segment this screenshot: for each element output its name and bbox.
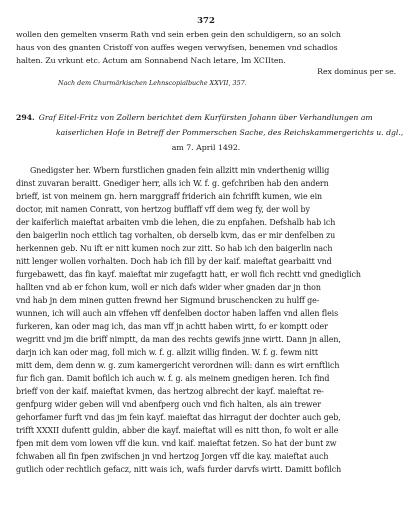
body-line: Gnedigster her. Wbern furstlichen gnaden fein allzitt min vnderthenig willig bbox=[30, 166, 330, 175]
heading-line: kaiserlichen Hofe in Betreff der Pommerschen Sache, des Reichskammergerichts u. dgl., bbox=[56, 128, 404, 137]
document-number: 294. bbox=[16, 113, 35, 122]
body-line: brieff von der kaif. maieftat kvmen, das hertzog albrecht der kayf. maieftat re- bbox=[16, 387, 324, 396]
body-line: darjn ich kan oder mag, foll mich w. f. g. allzit willig finden. W. f. g. fewm nitt bbox=[16, 348, 318, 357]
body-line: herkennen geb. Nu ift er nitt kumen noch zur zitt. So hab ich den baigerlin nach bbox=[16, 244, 333, 253]
text-line: wollen den gemelten vnserm Rath vnd sein erben gein den schuldigern, so an solch bbox=[16, 30, 341, 39]
body-line: genfpurg wider geben will vnd abenfperg ouch vnd fich halten, als ain trewer bbox=[16, 400, 321, 409]
text-line: haus von des gnanten Cristoff von auffes wegen verwyfsen, benemen vnd schadlos bbox=[16, 43, 338, 52]
body-line: den baigerlin noch ettlich tag vorhalten, ob derselb kvm, das er mir denfelben zu bbox=[16, 231, 336, 240]
source-note: Nach dem Churmärkischen Lehnscopialbuche XXVII, 357. bbox=[58, 79, 247, 87]
document-heading bbox=[16, 113, 400, 123]
body-line: fur fich gan. Damit bofilch ich auch w. f. g. als meinem gnedigen heren. Ich find bbox=[16, 374, 330, 383]
body-line: trifft XXXII dufentt guldin, abber die kayf. maieftat will es nitt thon, fo wolt er alle bbox=[16, 426, 339, 435]
page-number: 372 bbox=[197, 16, 215, 26]
body-line: vnd hab jn dem minen gutten frewnd her Sigmund bruschencken zu hulff ge- bbox=[16, 296, 320, 305]
body-line: hallten vnd ab er fchon kum, woll er nich dafs wider wher gnaden dar jn thon bbox=[16, 283, 321, 292]
body-line: nitt lenger wollen vorhalten. Doch hab ich fill by der kaif. maieftat gearbaitt vnd bbox=[16, 257, 332, 266]
signature: Rex dominus per se. bbox=[317, 67, 396, 76]
body-line: doctor, mit namen Conratt, von hertzog bufflaff vff dem weg fy, der woll by bbox=[16, 205, 310, 214]
body-line: der kaiferlich maieftat arbaiten vmb die lehen, die zu enpfahen. Defshalb hab ich bbox=[16, 218, 336, 227]
document-date: am 7. April 1492. bbox=[171, 143, 241, 152]
body-line: fchwaben all fin fpen zwifschen jn vnd hertzog Jorgen vff die kay. maieftat auch bbox=[16, 452, 329, 461]
body-line: furgebawett, das fin kayf. maieftat mir zugefagtt hatt, er woll fich rechtt vnd gnediglich bbox=[16, 270, 361, 279]
body-line: furkeren, kan oder mag ich, das man vff jn achtt haben wirtt, fo er komptt oder bbox=[16, 322, 328, 331]
body-line: gehorfamer furft vnd das jm fein kayf. maieftat das hirragut der dochter auch geb, bbox=[16, 413, 341, 422]
body-line: dinst zuvaran beraitt. Gnediger herr, alls ich W. f. g. gefchriben hab den andern bbox=[16, 179, 329, 188]
body-line: wunnen, ich will auch ain vffehen vff denfelben doctor haben laffen vnd allen fleis bbox=[16, 309, 339, 318]
body-line: wegritt vnd jm die briff nimptt, da man des rechts gewifs jnne wirtt. Dann jn allen, bbox=[16, 335, 341, 344]
body-line: mitt dem, dem denn w. g. zum kamergericht verordnen will: dann es wirt ernftlich bbox=[16, 361, 340, 370]
body-line: gutlich oder rechtlich gefacz, nitt wais ich, wafs furder darvfs wirtt. Damitt bofilch bbox=[16, 465, 342, 474]
heading-line: Graf Eitel-Fritz von Zollern berichtet dem Kurfürsten Johann über Verhandlungen am bbox=[38, 113, 373, 122]
body-line: fpen mit dem vom lowen vff die kun. vnd kaif. maieftat fetzen. So hat der bunt zw bbox=[16, 439, 337, 448]
body-line: brieff, ist von meinem gn. hern marggraff friderich ain fchrifft kumen, wie ein bbox=[16, 192, 323, 201]
text-line: halten. Zu vrkunt etc. Actum am Sonnabend Nach letare, Im XCIIten. bbox=[16, 56, 286, 65]
